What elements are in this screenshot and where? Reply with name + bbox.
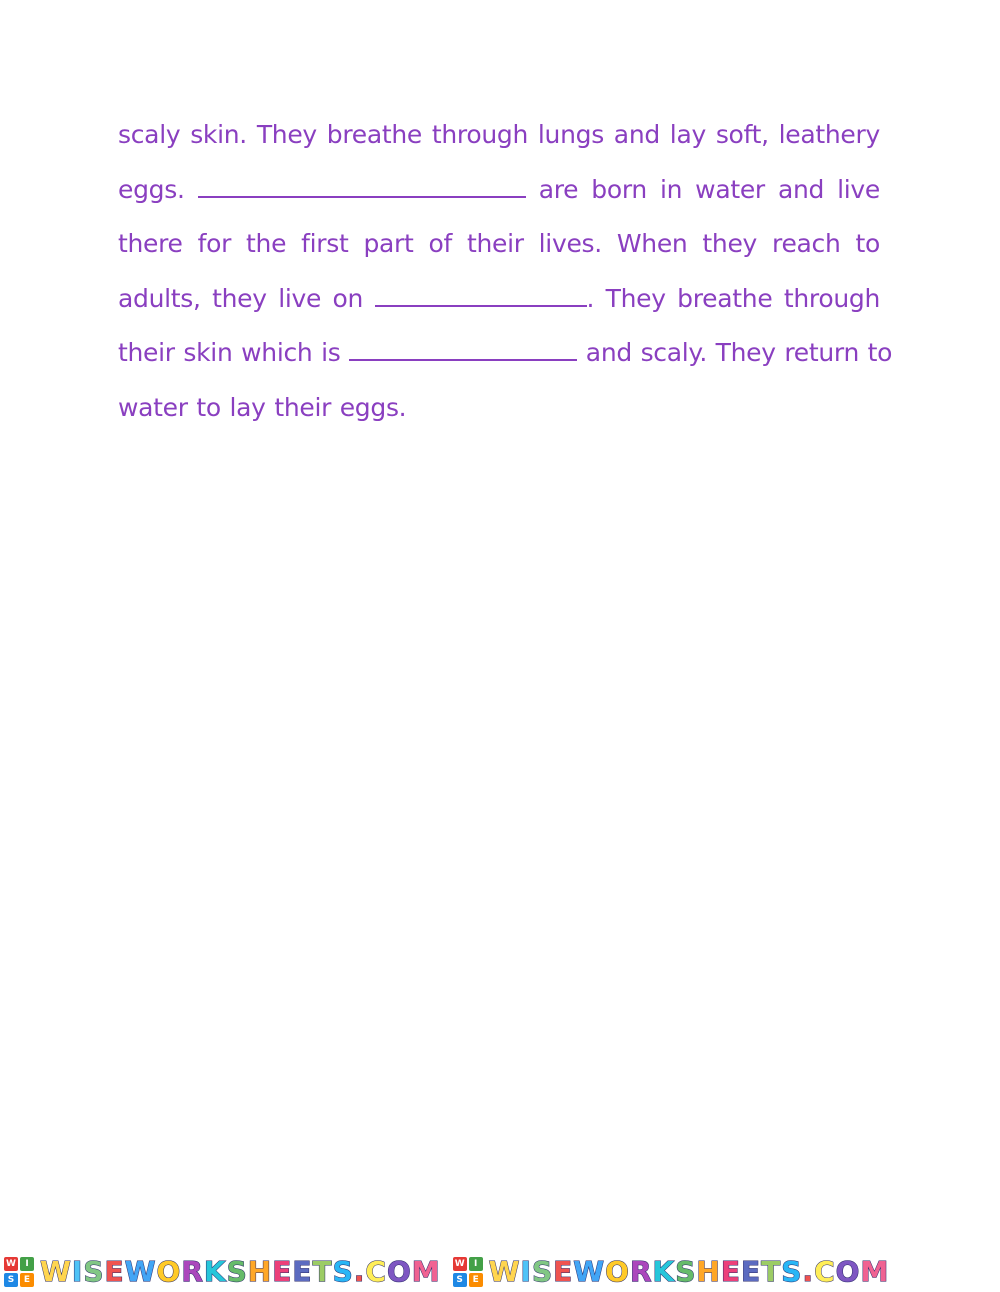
brand-watermark-2: [453, 1252, 890, 1292]
passage-line-4: adults, they live on . They breathe through: [118, 283, 880, 313]
passage-line-6: water to lay their eggs.: [118, 392, 407, 422]
answer-blank-1[interactable]: [198, 176, 526, 198]
answer-blank-2[interactable]: [375, 285, 587, 307]
brand-logo-icon: W I S E: [453, 1257, 483, 1287]
brand-text: WISEWORKSHEETS.COM: [488, 1255, 890, 1288]
brand-watermark-1: [4, 1252, 441, 1292]
footer-watermark: [0, 1252, 1000, 1292]
answer-blank-3[interactable]: [349, 339, 577, 361]
brand-text: WISEWORKSHEETS.COM: [40, 1255, 441, 1288]
passage-line-1: scaly skin. They breathe through lungs and lay soft, leathery: [118, 120, 880, 149]
passage-line-5: their skin which is and scaly. They return to: [118, 338, 893, 368]
passage-line-2: eggs. are born in water and live: [118, 174, 880, 204]
brand-logo-icon: W I S E: [4, 1257, 34, 1287]
passage-line-3: there for the first part of their lives. When they reach to: [118, 229, 880, 259]
worksheet-passage: [118, 108, 893, 436]
